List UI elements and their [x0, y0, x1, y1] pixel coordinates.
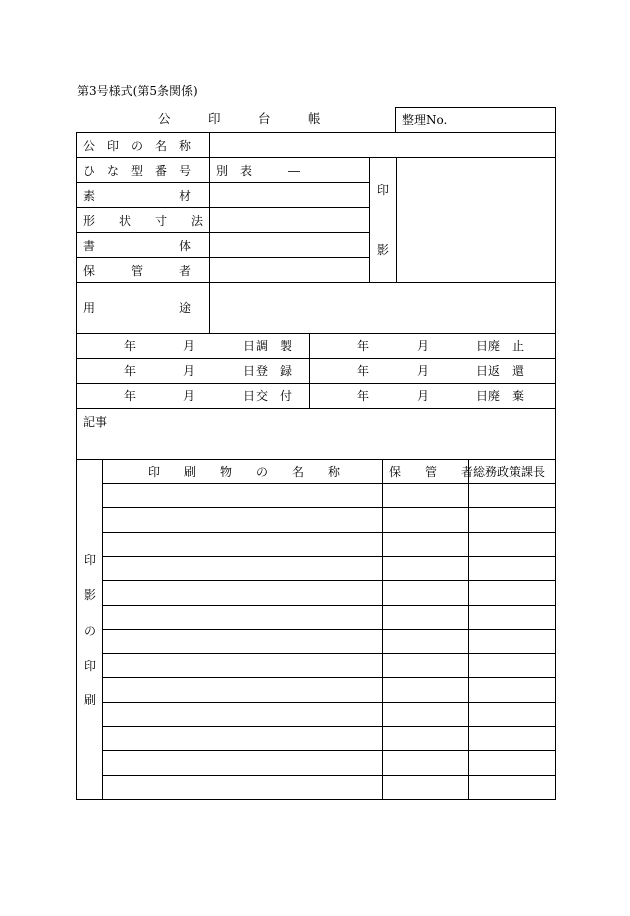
print-row-line [102, 775, 556, 776]
print-header-custodian: 保 管 者 [389, 465, 474, 479]
label-shape-size: 形 状 寸 法 [83, 214, 204, 228]
form-number: 第3号様式(第5条関係) [77, 84, 198, 98]
date-year: 年 [357, 389, 370, 403]
date-line-3 [76, 408, 556, 409]
date-line-1 [76, 358, 556, 359]
date-day: 日 [476, 339, 489, 353]
print-side-char: 印 [84, 553, 97, 567]
label-typeface: 書 体 [83, 239, 192, 253]
regno-top-line [395, 107, 556, 108]
print-row-line [102, 702, 556, 703]
row-line-6 [76, 282, 556, 283]
print-row-line [102, 677, 556, 678]
remarks-label: 記事 [83, 415, 108, 429]
table-top-border [76, 132, 556, 133]
print-row-line [102, 605, 556, 606]
remarks-bottom-line [76, 459, 556, 460]
label-name: 公 印 の 名 称 [83, 139, 192, 153]
date-year: 年 [357, 364, 370, 378]
reg-no-label: 整理No. [402, 113, 448, 127]
date-label-returned: 返 還 [488, 364, 525, 378]
seal-label-left [369, 157, 370, 283]
date-day: 日 [243, 389, 256, 403]
table-bottom-border [76, 799, 556, 800]
row-line-5 [76, 257, 370, 258]
date-label-prepared: 調 製 [256, 339, 293, 353]
date-day: 日 [243, 364, 256, 378]
date-month: 月 [183, 389, 196, 403]
date-year: 年 [124, 339, 137, 353]
label-custodian: 保 管 者 [83, 264, 192, 278]
date-label-disposed: 廃 棄 [488, 389, 525, 403]
seal-label-right [396, 157, 397, 283]
print-side-char: 影 [84, 588, 97, 602]
label-material: 素 材 [83, 189, 192, 203]
date-label-issued: 交 付 [256, 389, 293, 403]
print-side-char: の [84, 624, 97, 638]
print-side-char: 刷 [84, 693, 97, 707]
label-model-no: ひ な 型 番 号 [83, 164, 192, 178]
row-line-2 [76, 182, 370, 183]
row-line-3 [76, 207, 370, 208]
print-row-line [102, 629, 556, 630]
page-title: 公 印 台 帳 [158, 111, 321, 126]
print-row-line [102, 750, 556, 751]
print-header-section-chief: 総務政策課長 [473, 465, 546, 479]
date-month: 月 [183, 364, 196, 378]
print-row-line [102, 532, 556, 533]
date-year: 年 [124, 389, 137, 403]
date-year: 年 [124, 364, 137, 378]
date-month: 月 [417, 364, 430, 378]
date-year: 年 [357, 339, 370, 353]
print-side-char: 印 [84, 659, 97, 673]
value-model-no: 別 表 ― [216, 164, 301, 178]
date-label-registered: 登 録 [256, 364, 293, 378]
date-label-abolished: 廃 止 [488, 339, 525, 353]
print-row-line [102, 726, 556, 727]
print-row-line [102, 556, 556, 557]
date-day: 日 [243, 339, 256, 353]
seal-label-char-2: 影 [377, 243, 390, 257]
print-row-line [102, 507, 556, 508]
row-line-4 [76, 232, 370, 233]
date-month: 月 [183, 339, 196, 353]
print-row-line [102, 483, 556, 484]
date-month: 月 [417, 389, 430, 403]
print-row-line [102, 580, 556, 581]
print-header-name: 印 刷 物 の 名 称 [148, 465, 341, 479]
print-row-line [102, 653, 556, 654]
date-month: 月 [417, 339, 430, 353]
row-line-7 [76, 333, 556, 334]
label-purpose: 用 途 [83, 301, 192, 315]
date-day: 日 [476, 389, 489, 403]
row-line-1 [76, 157, 556, 158]
date-col-divider [309, 333, 310, 408]
table-right-border [555, 107, 556, 800]
date-day: 日 [476, 364, 489, 378]
regno-left-line [395, 107, 396, 132]
date-line-2 [76, 383, 556, 384]
seal-label-char-1: 印 [377, 183, 390, 197]
